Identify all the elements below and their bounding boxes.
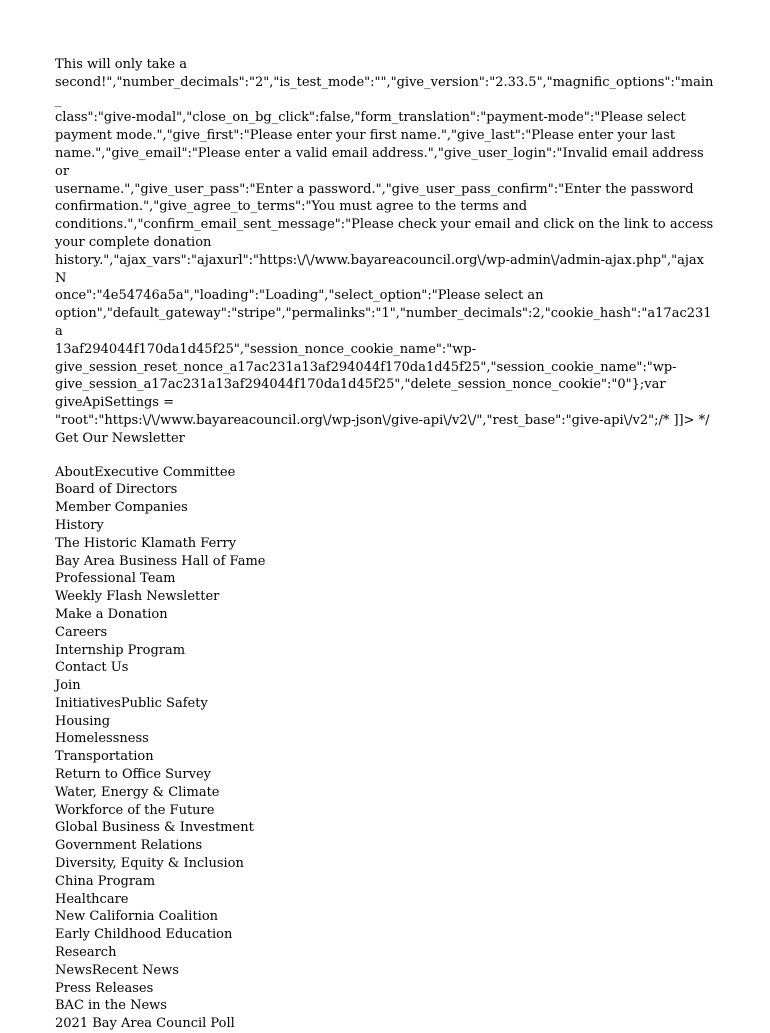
nav-link-join[interactable]: Join bbox=[55, 678, 81, 694]
nav-item bbox=[55, 499, 715, 517]
navigation-menu bbox=[55, 464, 715, 1033]
nav-item bbox=[55, 570, 715, 588]
nav-link-healthcare[interactable]: Healthcare bbox=[55, 891, 129, 907]
nav-item bbox=[55, 944, 715, 962]
nav-link-internship-program[interactable]: Internship Program bbox=[55, 642, 186, 658]
nav-link-2021-poll[interactable]: 2021 Bay Area Council Poll bbox=[55, 1016, 235, 1032]
nav-item bbox=[55, 588, 715, 606]
nav-link-contact-us[interactable]: Contact Us bbox=[55, 660, 129, 676]
nav-item bbox=[55, 891, 715, 909]
nav-item bbox=[55, 624, 715, 642]
nav-item bbox=[55, 642, 715, 660]
nav-item bbox=[55, 730, 715, 748]
nav-link-member-companies[interactable]: Member Companies bbox=[55, 500, 188, 516]
nav-item bbox=[55, 517, 715, 535]
nav-item bbox=[55, 908, 715, 926]
nav-item bbox=[55, 926, 715, 944]
newsletter-heading: Get Our Newsletter bbox=[55, 430, 185, 446]
nav-link-homelessness[interactable]: Homelessness bbox=[55, 731, 149, 747]
nav-link-water-energy-climate[interactable]: Water, Energy & Climate bbox=[55, 784, 220, 800]
nav-link-careers[interactable]: Careers bbox=[55, 624, 108, 640]
nav-link-history[interactable]: History bbox=[55, 517, 104, 533]
nav-item bbox=[55, 695, 715, 713]
nav-link-workforce-of-future[interactable]: Workforce of the Future bbox=[55, 802, 215, 818]
nav-link-weekly-flash[interactable]: Weekly Flash Newsletter bbox=[55, 589, 220, 605]
nav-item bbox=[55, 659, 715, 677]
nav-item bbox=[55, 713, 715, 731]
nav-link-diversity-equity-inclusion[interactable]: Diversity, Equity & Inclusion bbox=[55, 856, 244, 872]
nav-link-klamath-ferry[interactable]: The Historic Klamath Ferry bbox=[55, 535, 237, 551]
nav-item bbox=[55, 748, 715, 766]
nav-link-housing[interactable]: Housing bbox=[55, 713, 111, 729]
nav-link-global-business[interactable]: Global Business & Investment bbox=[55, 820, 254, 836]
nav-item bbox=[55, 606, 715, 624]
nav-item bbox=[55, 855, 715, 873]
nav-item bbox=[55, 784, 715, 802]
nav-link-press-releases[interactable]: Press Releases bbox=[55, 980, 154, 996]
nav-link-make-donation[interactable]: Make a Donation bbox=[55, 606, 168, 622]
nav-item bbox=[55, 553, 715, 571]
nav-item bbox=[55, 1015, 715, 1033]
nav-link-early-childhood-education[interactable]: Early Childhood Education bbox=[55, 927, 233, 943]
nav-link-professional-team[interactable]: Professional Team bbox=[55, 571, 176, 587]
nav-link-about-executive-committee[interactable]: AboutExecutive Committee bbox=[55, 464, 236, 480]
nav-item bbox=[55, 819, 715, 837]
nav-item bbox=[55, 837, 715, 855]
nav-item bbox=[55, 980, 715, 998]
nav-link-research[interactable]: Research bbox=[55, 945, 117, 961]
nav-link-government-relations[interactable]: Government Relations bbox=[55, 838, 203, 854]
nav-link-new-california-coalition[interactable]: New California Coalition bbox=[55, 909, 219, 925]
nav-item bbox=[55, 677, 715, 695]
nav-item bbox=[55, 535, 715, 553]
nav-item bbox=[55, 766, 715, 784]
nav-item bbox=[55, 962, 715, 980]
nav-link-hall-of-fame[interactable]: Bay Area Business Hall of Fame bbox=[55, 553, 266, 569]
nav-link-bac-in-the-news[interactable]: BAC in the News bbox=[55, 998, 167, 1014]
nav-item bbox=[55, 481, 715, 499]
nav-link-initiatives-public-safety[interactable]: InitiativesPublic Safety bbox=[55, 695, 208, 711]
nav-link-board-of-directors[interactable]: Board of Directors bbox=[55, 482, 178, 498]
nav-link-return-to-office-survey[interactable]: Return to Office Survey bbox=[55, 767, 212, 783]
nav-item bbox=[55, 873, 715, 891]
raw-script-text: This will only take a second!","number_decimals":"2","is_test_mode":"","give_version":"2.33.5","magnific_options":"main_ class":"give-modal","close_on_bg_click":false,"form_translation":"payment-mode":"Please select payment mode.","give_first":"Please enter your first name.","give_last":"Please enter your last name.","give_email":"Please enter a valid email address.","give_user_login":"Invalid email address or username.","give_user_pass":"Enter a password.","give_user_pass_confirm":"Enter the password confirmation.","give_agree_to_terms":"You must agree to the terms and conditions.","confirm_email_sent_message":"Please check your email and click on the link to access your complete donation history.","ajax_vars":"ajaxurl":"https:\/\/www.bayareacouncil.org\/wp-admin\/admin-ajax.php","ajaxN once":"4e54746a5a","loading":"Loading","select_option":"Please select an option","default_gateway":"stripe","permalinks":"1","number_decimals":2,"cookie_hash":"a17ac231a 13af294044f170da1d45f25","session_nonce_cookie_name":"wp- give_session_reset_nonce_a17ac231a13af294044f170da1d45f25","session_cookie_name":"wp- give_session_a17ac231a13af294044f170da1d45f25","delete_session_nonce_cookie":"0"};var giveApiSettings = "root":"https:\/\/www.bayareacouncil.org\/wp-json\/give-api\/v2\/","rest_base":"give-api\/v2";/* ]]> */ bbox=[55, 57, 714, 428]
nav-link-china-program[interactable]: China Program bbox=[55, 873, 156, 889]
nav-item bbox=[55, 802, 715, 820]
nav-link-transportation[interactable]: Transportation bbox=[55, 749, 154, 765]
nav-item bbox=[55, 464, 715, 482]
nav-item bbox=[55, 997, 715, 1015]
nav-link-news-recent-news[interactable]: NewsRecent News bbox=[55, 962, 179, 978]
